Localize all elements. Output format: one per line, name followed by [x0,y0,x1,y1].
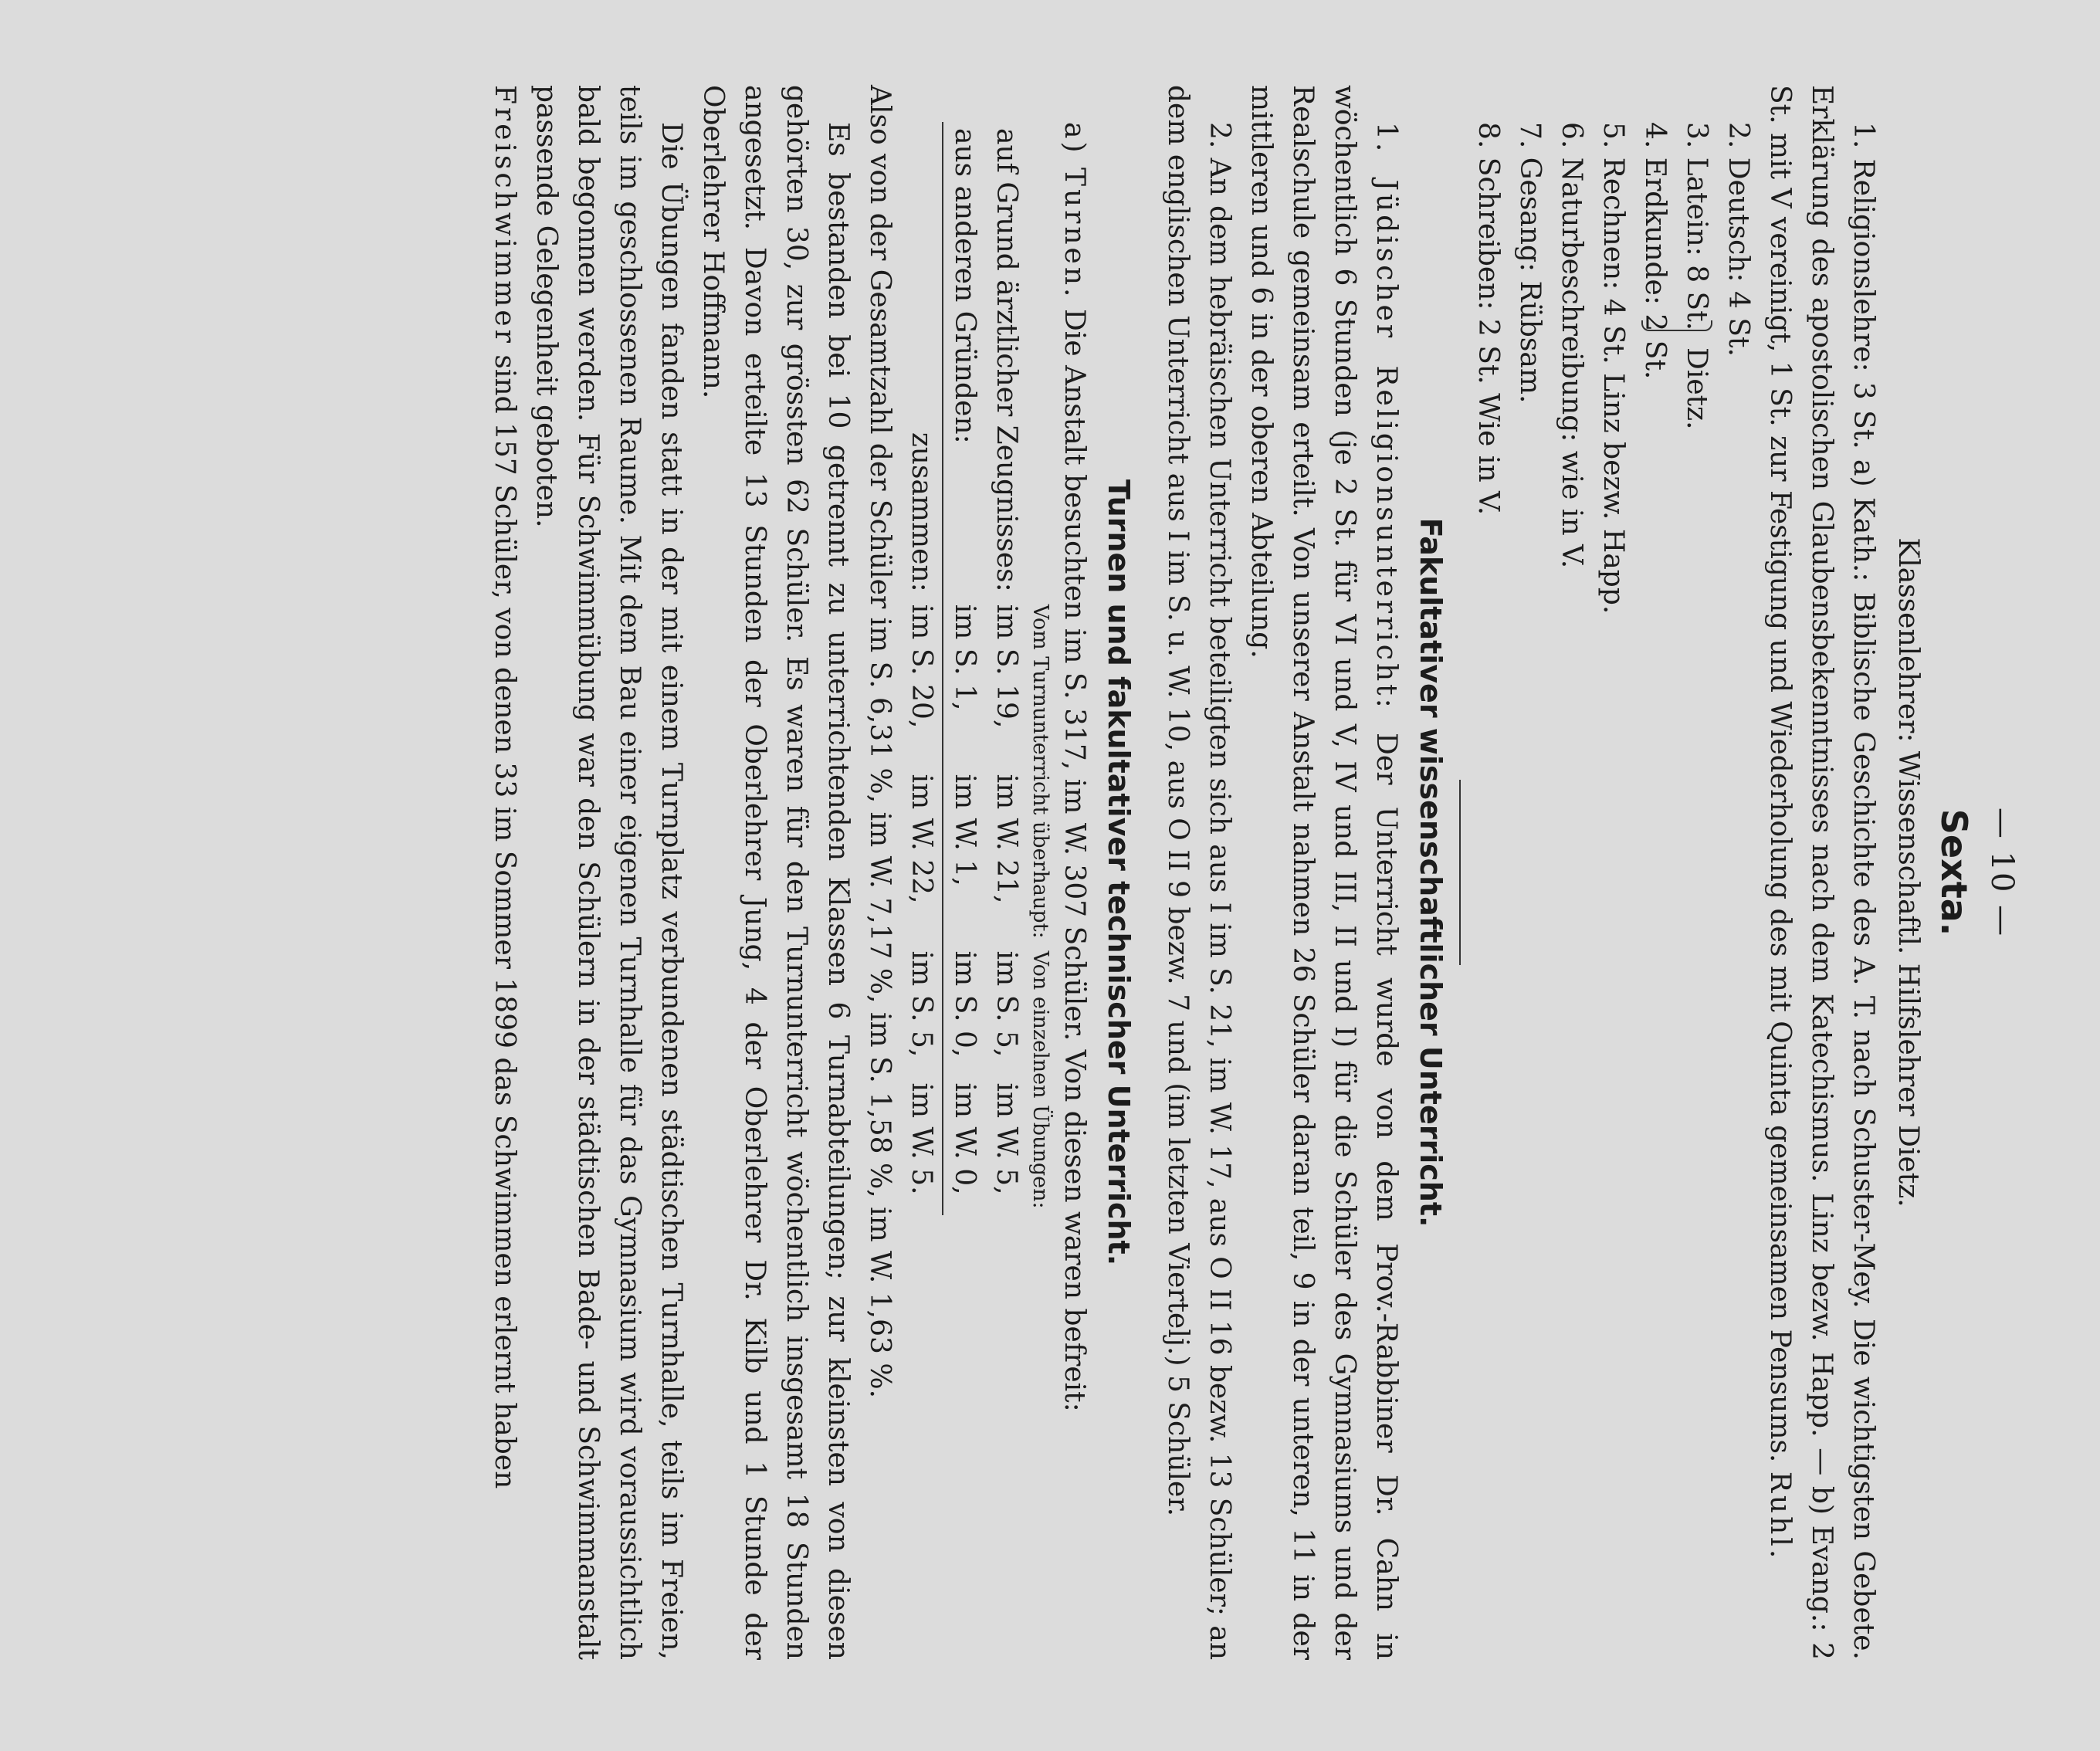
subject-item: 3. Latein: 8 St. [1681,122,1712,331]
hebraeisch-paragraph: 2. An dem hebräischen Unterricht beteiligten sich aus I im S. 21, im W. 17, aus O II 16 bezw. 13 Schüler; an dem englischen Unterricht aus I im S. u. W. 10, aus O II 9 bezw. 7 und (im letzten Viertelj.) 5 Schüler. [1162,85,1235,1660]
subject-item: 2. Deutsch: 4 St. [1722,122,1754,357]
page-content [483,85,2023,1660]
cell: im W. 21, [991,774,1022,904]
freischwimmer-text: sind 157 Schüler, von denen 33 im Sommer 1899 das Schwimmen erlernt haben [489,354,520,1489]
subject-list [1467,85,1759,1660]
row-label: auf Grund ärztlicher Zeugnisses: [991,128,1022,592]
subject-item: 5. Rechnen: 4 St. Linz bezw. Happ. [1597,122,1629,615]
cell: im S. 5, [900,945,943,1077]
religion-teacher: Ruhl. [1764,1471,1796,1562]
juedisch-lead: 1. Jüdischer Religionsunterricht: [1370,122,1402,711]
section-heading-wissenschaftlich: Fakultativer wissenschaftlicher Unterricht. [1414,517,1448,1228]
section-divider [1459,780,1461,965]
subject-item: 6. Naturbeschreibung: wie in V. [1556,122,1587,569]
cell: im S. 20, [900,598,943,768]
subject-item: 4. Erdkunde: 2 St. [1639,122,1671,380]
cell: im W. 5. [900,1077,943,1215]
brace-teacher: Dietz. [1681,347,1712,430]
page-number: — 10 — [1984,807,2020,938]
juedisch-paragraph [1240,85,1407,1660]
percent-paragraph: Also von der Gesamtzahl der Schüler im S. 6,31 %, im W. 7,17 %, im S. 1,58 %, im W. 1,63 %. [864,85,896,1399]
column-head-einzeln: Von einzelnen Übungen: [1028,950,1052,1209]
table-sum-row [900,122,943,1215]
row-label: aus anderen Gründen: [949,128,981,444]
abteilungen-paragraph: Es bestanden bei 10 getrennt zu unterrichtenden Klassen 6 Turnabteilungen; zur kleinsten von diesen gehörten 30, zur grössten 62 Schüler. Es waren für den Turnunterricht wöchentlich insgesamt 18 Stunden angesetzt. Davon erteilte 13 Stunden der Oberlehrer Jung, 4 der Oberlehrer Dr. Kilb und 1 Stunde der Oberlehrer Hoffmann. [697,85,854,1660]
curly-brace [1641,320,1712,331]
table-row [943,122,985,1215]
class-heading: Sexta. [1933,808,1975,936]
juedisch-text: Der Unterricht wurde von dem Prov.-Rabbiner Dr. Cahn in wöchentlich 6 Stunden (je 2 St. für VI und V, IV und III, II und I) für die Schüler des Gymnasiums und der Realschule gemeinsam erteilt. Von unserer Anstalt nahmen 26 Schüler daran teil, 9 in der unteren, 11 in der mittleren und 6 in der oberen Abteilung. [1245,85,1402,1661]
religion-text: 1. Religionslehre: 3 St. a) Kath.: Biblische Geschichte des A. T. nach Schuster-Mey. Die wichtigsten Gebete. Erklärung des apostolischen Glaubensbekenntnisses nach dem Katechismus. Linz bezw. Happ. — b) Evang.: 2 St. mit V vereinigt, 1 St. zur Festigung und Wiederholung des mit Quinta gemeinsamen Pensums. [1764,85,1879,1660]
religion-paragraph [1759,85,1884,1660]
cell: im W. 0, [949,1082,981,1195]
turnhalle-paragraph: Die Übungen fanden statt in der mit einem Turnplatz verbundenen städtischen Turnhalle, teils im Freien, teils im geschlossenen Raume. Mit dem Bau einer eigenen Turnhalle für das Gymnasium wird voraussichtlich bald begonnen werden. Für Schwimmübung war den Schülern in der städtischen Bade- und Schwimmanstalt passende Gelegenheit geboten. [530,85,687,1660]
cell: im W. 1, [949,774,981,886]
class-teacher-line: Klassenlehrer: Wissenschaftl. Hilfslehrer Dietz. [1892,537,1924,1207]
cell: im S. 5, [991,950,1022,1058]
sum-label: zusammen: [900,122,943,598]
cell: im S. 19, [991,604,1022,729]
cell: im W. 22, [900,768,943,945]
befreiung-table [900,122,1053,1215]
freischwimmer-paragraph [483,85,525,1660]
subject-item: 8. Schreiben: 2 St. Wie in V. [1472,122,1504,516]
cell: im S. 1, [949,604,981,711]
freischwimmer-lead: Freischwimmer [489,85,520,346]
cell: im S. 0, [949,950,981,1058]
column-head-ueberhaupt: Vom Turnunterricht überhaupt: [1028,604,1052,939]
cell: im W. 5, [991,1082,1022,1195]
turnen-lead: a) Turnen. [1058,122,1090,300]
subject-item: 7. Gesang: Rübsam. [1514,122,1546,404]
table-row [985,122,1027,1215]
turnen-intro-text: Die Anstalt besuchten im S. 317, im W. 307 Schüler. Von diesen waren befreit: [1058,308,1090,1412]
section-heading-turnen: Turnen und fakultativer technischer Unterricht. [1102,479,1136,1266]
turnen-intro [1053,85,1095,1660]
